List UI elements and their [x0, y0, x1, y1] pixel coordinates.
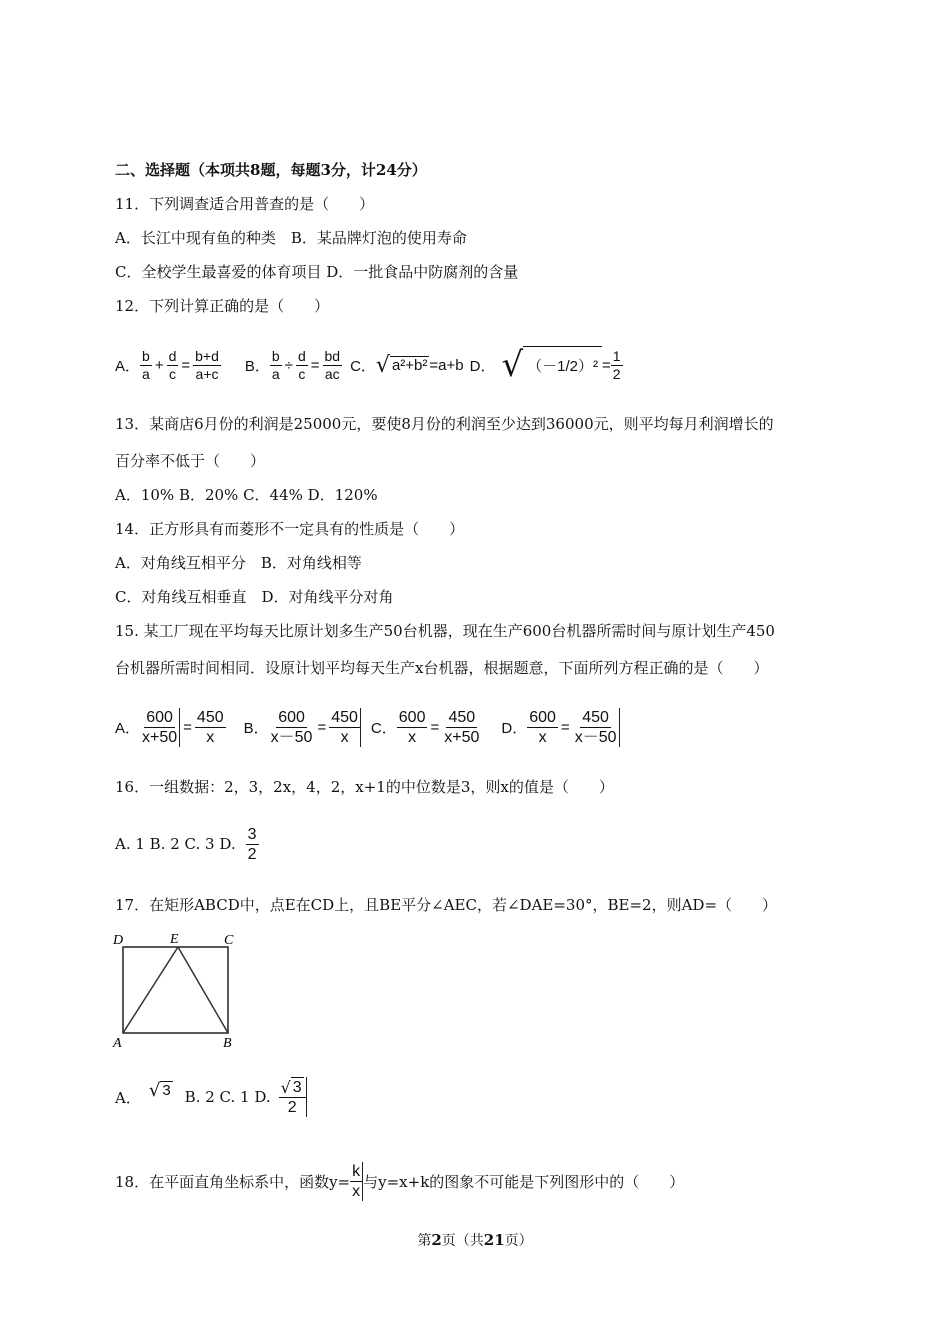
q15-stem-1: 15. 某工厂现在平均每天比原计划多生产50台机器，现在生产600台机器所需时间与原计划生产450	[115, 622, 775, 640]
q18-stem-post: 与y=x+k的图象不可能是下列图形中的（ ）	[363, 1172, 685, 1191]
q17-option-a-sqrt: √ 3	[148, 1079, 171, 1101]
rectangle-abcd	[123, 947, 228, 1033]
label-a: A	[113, 1036, 122, 1050]
q15-label-a: A．	[115, 719, 141, 737]
q15-label-c: C．	[370, 719, 397, 737]
q15-option-d: $\frac{600}{x}$ = $\frac{450}{x-50}$	[527, 708, 619, 747]
q11-options-2: C．全校学生最喜爱的体育项目 D．一批食品中防腐剂的含量	[115, 263, 519, 281]
q14-options-1: A．对角线互相平分 B．对角线相等	[115, 554, 362, 572]
q17-rectangle-figure	[110, 930, 250, 1050]
q17-option-d-fraction: √ 3 2	[279, 1077, 307, 1117]
q12-stem: 12．下列计算正确的是（ ）	[115, 297, 330, 315]
label-b: B	[223, 1036, 232, 1050]
q15-options	[115, 704, 628, 750]
q17-options	[115, 1074, 307, 1120]
label-e: E	[170, 932, 179, 947]
q13-stem-1: 13．某商店6月份的利润是25000元，要使8月份的利润至少达到36000元，则平均每月利润增长的	[115, 415, 774, 433]
q12-option-a: $\frac{b}{a}$ + $\frac{d}{c}$ = $\frac{b+d}{a+c}$	[142, 347, 219, 382]
q11-stem: 11．下列调查适合用普查的是（ ）	[115, 195, 375, 213]
q16-options-text: A. 1 B. 2 C. 3 D.	[115, 835, 236, 853]
q12-option-c: √ a²+b² =a+b	[375, 352, 464, 378]
section-title: 二、选择题（本项共8题，每题3分，计24分）	[115, 161, 427, 179]
page-number: 2	[431, 1231, 442, 1249]
q18-stem-pre: 18．在平面直角坐标系中，函数y=	[115, 1172, 351, 1191]
q15-option-b: $\frac{600}{x-50}$ = $\frac{450}{x}$	[269, 708, 361, 747]
q15-label-d: D．	[501, 719, 528, 737]
q16-option-d-fraction: $\frac{3}{2}$	[247, 825, 257, 863]
segment-eb	[178, 947, 228, 1033]
q18-stem	[115, 1158, 684, 1204]
q14-options-2: C．对角线互相垂直 D．对角线平分对角	[115, 588, 394, 606]
q12-label-b: B．	[244, 357, 270, 375]
label-d: D	[113, 933, 124, 948]
q17-stem: 17．在矩形ABCD中，点E在CD上，且BE平分∠AEC，若∠DAE=30°，BE=2，则AD=（ ）	[115, 896, 778, 914]
q16-options	[115, 822, 259, 866]
q12-option-d: √ （－1/2）² = $\frac{1}{2}$	[501, 345, 621, 385]
q15-label-b: B．	[243, 719, 269, 737]
q13-options: A．10% B．20% C．44% D．120%	[115, 486, 378, 504]
q18-fraction: $\frac{k}{x}$	[350, 1162, 363, 1201]
q15-option-a: $\frac{600}{x+50}$ = $\frac{450}{x}$	[142, 708, 224, 746]
q12-label-d: D．	[469, 357, 496, 375]
q12-options	[115, 341, 623, 389]
page-total: 21	[483, 1231, 505, 1249]
q16-stem: 16．一组数据：2，3，2x，4，2，x+1的中位数是3，则x的值是（ ）	[115, 778, 614, 796]
segment-ae	[123, 947, 178, 1033]
q15-option-c: $\frac{600}{x}$ = $\frac{450}{x+50}$	[398, 708, 480, 746]
q12-option-b: $\frac{b}{a}$ ÷ $\frac{d}{c}$ = $\frac{bd}{ac}$	[271, 347, 341, 382]
q11-options-1: A．长江中现有鱼的种类 B．某品牌灯泡的使用寿命	[115, 229, 467, 247]
q12-label-a: A．	[115, 357, 141, 375]
q14-stem: 14．正方形具有而菱形不一定具有的性质是（ ）	[115, 520, 465, 538]
q13-stem-2: 百分率不低于（ ）	[115, 452, 266, 470]
q15-stem-2: 台机器所需时间相同．设原计划平均每天生产x台机器，根据题意，下面所列方程正确的是（ ）	[115, 659, 769, 677]
label-c: C	[224, 933, 234, 948]
q17-options-text: B. 2 C. 1 D.	[184, 1088, 271, 1106]
q12-label-c: C．	[350, 357, 376, 375]
page-footer: 第2页（共21页）	[417, 1231, 533, 1249]
q17-label-a: A．	[115, 1088, 141, 1107]
